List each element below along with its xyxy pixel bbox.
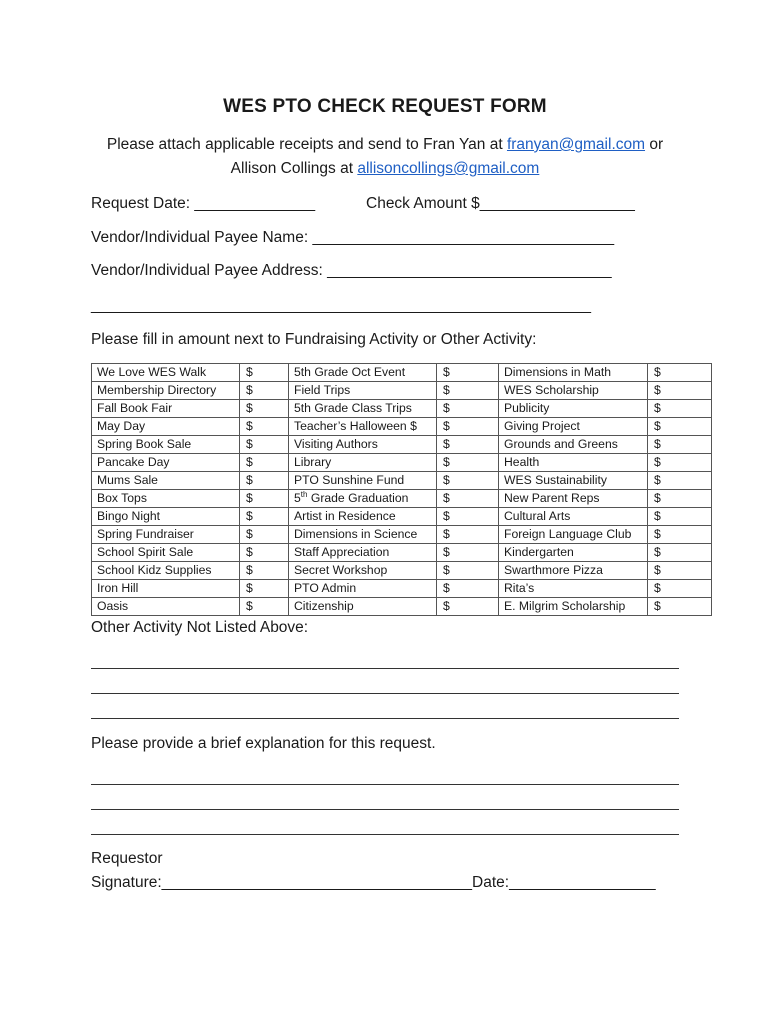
other-activity-line-1[interactable] [91,668,679,669]
activity-name: Oasis [92,598,240,616]
table-row [92,508,712,526]
activity-amount-field[interactable]: $ [437,526,499,544]
activity-name: Spring Fundraiser [92,526,240,544]
activity-amount-field[interactable]: $ [240,364,289,382]
payee-address-line-2[interactable] [91,297,591,315]
requestor-label: Requestor [91,850,163,867]
activity-name: Grounds and Greens [499,436,648,454]
other-activity-line-2[interactable] [91,693,679,694]
activity-amount-field[interactable]: $ [648,598,712,616]
activity-name: Publicity [499,400,648,418]
activity-name: PTO Sunshine Fund [289,472,437,490]
activity-name: Membership Directory [92,382,240,400]
table-row [92,526,712,544]
email-link-fran[interactable]: franyan@gmail.com [506,136,646,153]
activity-amount-field[interactable]: $ [648,364,712,382]
activity-table [91,363,712,616]
intro-line-1 [0,136,770,154]
activity-amount-field[interactable]: $ [437,580,499,598]
signature-row [91,874,656,892]
table-row [92,454,712,472]
activity-amount-field[interactable]: $ [240,598,289,616]
activity-amount-field[interactable]: $ [240,544,289,562]
payee-address-label: Vendor/Individual Payee Address: [91,262,328,279]
activity-name: Spring Book Sale [92,436,240,454]
explanation-line-1[interactable] [91,784,679,785]
activity-name: 5th Grade Oct Event [289,364,437,382]
payee-name-row [91,229,614,247]
activity-name: Health [499,454,648,472]
activity-amount-field[interactable]: $ [648,454,712,472]
activity-amount-field[interactable]: $ [240,580,289,598]
request-date-row [91,195,315,213]
check-amount-row [366,195,635,213]
intro-text-2: Allison Collings at [230,160,358,177]
form-title: WES PTO CHECK REQUEST FORM [223,96,547,117]
email-link-allison[interactable]: allisoncollings@gmail.com [357,160,540,177]
explanation-label: Please provide a brief explanation for this request. [91,735,436,752]
table-row [92,400,712,418]
activity-amount-field[interactable]: $ [240,400,289,418]
other-activity-line-3[interactable] [91,718,679,719]
table-row [92,364,712,382]
activity-name: Library [289,454,437,472]
activity-name: Foreign Language Club [499,526,648,544]
activity-name: PTO Admin [289,580,437,598]
activity-amount-field[interactable]: $ [648,436,712,454]
activity-amount-field[interactable]: $ [240,454,289,472]
activity-amount-field[interactable]: $ [437,400,499,418]
check-amount-field[interactable]: __________________ [479,195,635,212]
activity-amount-field[interactable]: $ [240,508,289,526]
activity-name: Swarthmore Pizza [499,562,648,580]
activity-name: Bingo Night [92,508,240,526]
activity-name: Cultural Arts [499,508,648,526]
activity-name: 5th Grade Graduation [289,490,437,508]
fundraising-instruction: Please fill in amount next to Fundraising Activity or Other Activity: [91,331,537,348]
activity-name: Iron Hill [92,580,240,598]
activity-amount-field[interactable]: $ [240,562,289,580]
activity-amount-field[interactable]: $ [648,382,712,400]
payee-address-field[interactable]: _________________________________ [327,262,612,279]
activity-amount-field[interactable]: $ [437,436,499,454]
intro-text-1: Please attach applicable receipts and send to Fran Yan at [106,136,507,153]
activity-amount-field[interactable]: $ [240,472,289,490]
activity-name: WES Scholarship [499,382,648,400]
date-label: Date: [472,874,510,891]
explanation-line-2[interactable] [91,809,679,810]
intro-text-1-suffix: or [645,136,664,153]
activity-amount-field[interactable]: $ [648,490,712,508]
activity-name: Teacher’s Halloween $ [289,418,437,436]
activity-amount-field[interactable]: $ [240,436,289,454]
request-date-field[interactable]: ______________ [194,195,316,212]
activity-amount-field[interactable]: $ [240,418,289,436]
activity-amount-field[interactable]: $ [437,544,499,562]
activity-amount-field[interactable]: $ [240,490,289,508]
activity-amount-field[interactable]: $ [240,526,289,544]
activity-name: Kindergarten [499,544,648,562]
activity-name: Secret Workshop [289,562,437,580]
activity-name: 5th Grade Class Trips [289,400,437,418]
payee-name-label: Vendor/Individual Payee Name: [91,229,313,246]
activity-amount-field[interactable]: $ [648,472,712,490]
activity-amount-field[interactable]: $ [437,472,499,490]
activity-name: Fall Book Fair [92,400,240,418]
activity-amount-field[interactable]: $ [437,490,499,508]
payee-address-row [91,262,612,280]
activity-name: Mums Sale [92,472,240,490]
signature-field[interactable]: ____________________________________ [161,874,473,891]
activity-amount-field[interactable]: $ [648,508,712,526]
activity-name: New Parent Reps [499,490,648,508]
activity-name: Giving Project [499,418,648,436]
explanation-line-3[interactable] [91,834,679,835]
activity-amount-field[interactable]: $ [648,580,712,598]
table-row [92,436,712,454]
activity-name: Pancake Day [92,454,240,472]
activity-amount-field[interactable]: $ [437,418,499,436]
activity-amount-field[interactable]: $ [240,382,289,400]
table-row [92,418,712,436]
check-amount-label: Check Amount $ [366,195,480,212]
activity-name: Dimensions in Math [499,364,648,382]
activity-name: WES Sustainability [499,472,648,490]
activity-name: May Day [92,418,240,436]
payee-name-field[interactable]: ___________________________________ [312,229,615,246]
activity-amount-field[interactable]: $ [648,562,712,580]
table-row [92,490,712,508]
activity-amount-field[interactable]: $ [437,598,499,616]
activity-name: Rita’s [499,580,648,598]
other-activity-label: Other Activity Not Listed Above: [91,619,309,636]
activity-name: Citizenship [289,598,437,616]
table-row [92,598,712,616]
activity-name: School Spirit Sale [92,544,240,562]
activity-name: Dimensions in Science [289,526,437,544]
activity-amount-field[interactable]: $ [437,454,499,472]
ordinal-suffix: th [300,489,308,499]
activity-name: Artist in Residence [289,508,437,526]
activity-name: Staff Appreciation [289,544,437,562]
activity-amount-field[interactable]: $ [437,562,499,580]
signature-label: Signature: [91,874,162,891]
payee-address-line-2-field[interactable]: __________________________________________________________ [91,297,591,314]
table-row [92,544,712,562]
activity-name: Field Trips [289,382,437,400]
table-row [92,580,712,598]
date-field[interactable]: _________________ [509,874,656,891]
request-date-label: Request Date: [91,195,195,212]
activity-amount-field[interactable]: $ [648,418,712,436]
activity-name: Visiting Authors [289,436,437,454]
activity-name: School Kidz Supplies [92,562,240,580]
activity-amount-field[interactable]: $ [437,364,499,382]
activity-amount-field[interactable]: $ [648,400,712,418]
activity-name: E. Milgrim Scholarship [499,598,648,616]
intro-line-2 [0,160,770,178]
activity-name: Box Tops [92,490,240,508]
activity-amount-field[interactable]: $ [437,382,499,400]
activity-amount-field[interactable]: $ [437,508,499,526]
table-row [92,562,712,580]
table-row [92,472,712,490]
activity-amount-field[interactable]: $ [648,544,712,562]
activity-amount-field[interactable]: $ [648,526,712,544]
table-row [92,382,712,400]
activity-name: We Love WES Walk [92,364,240,382]
